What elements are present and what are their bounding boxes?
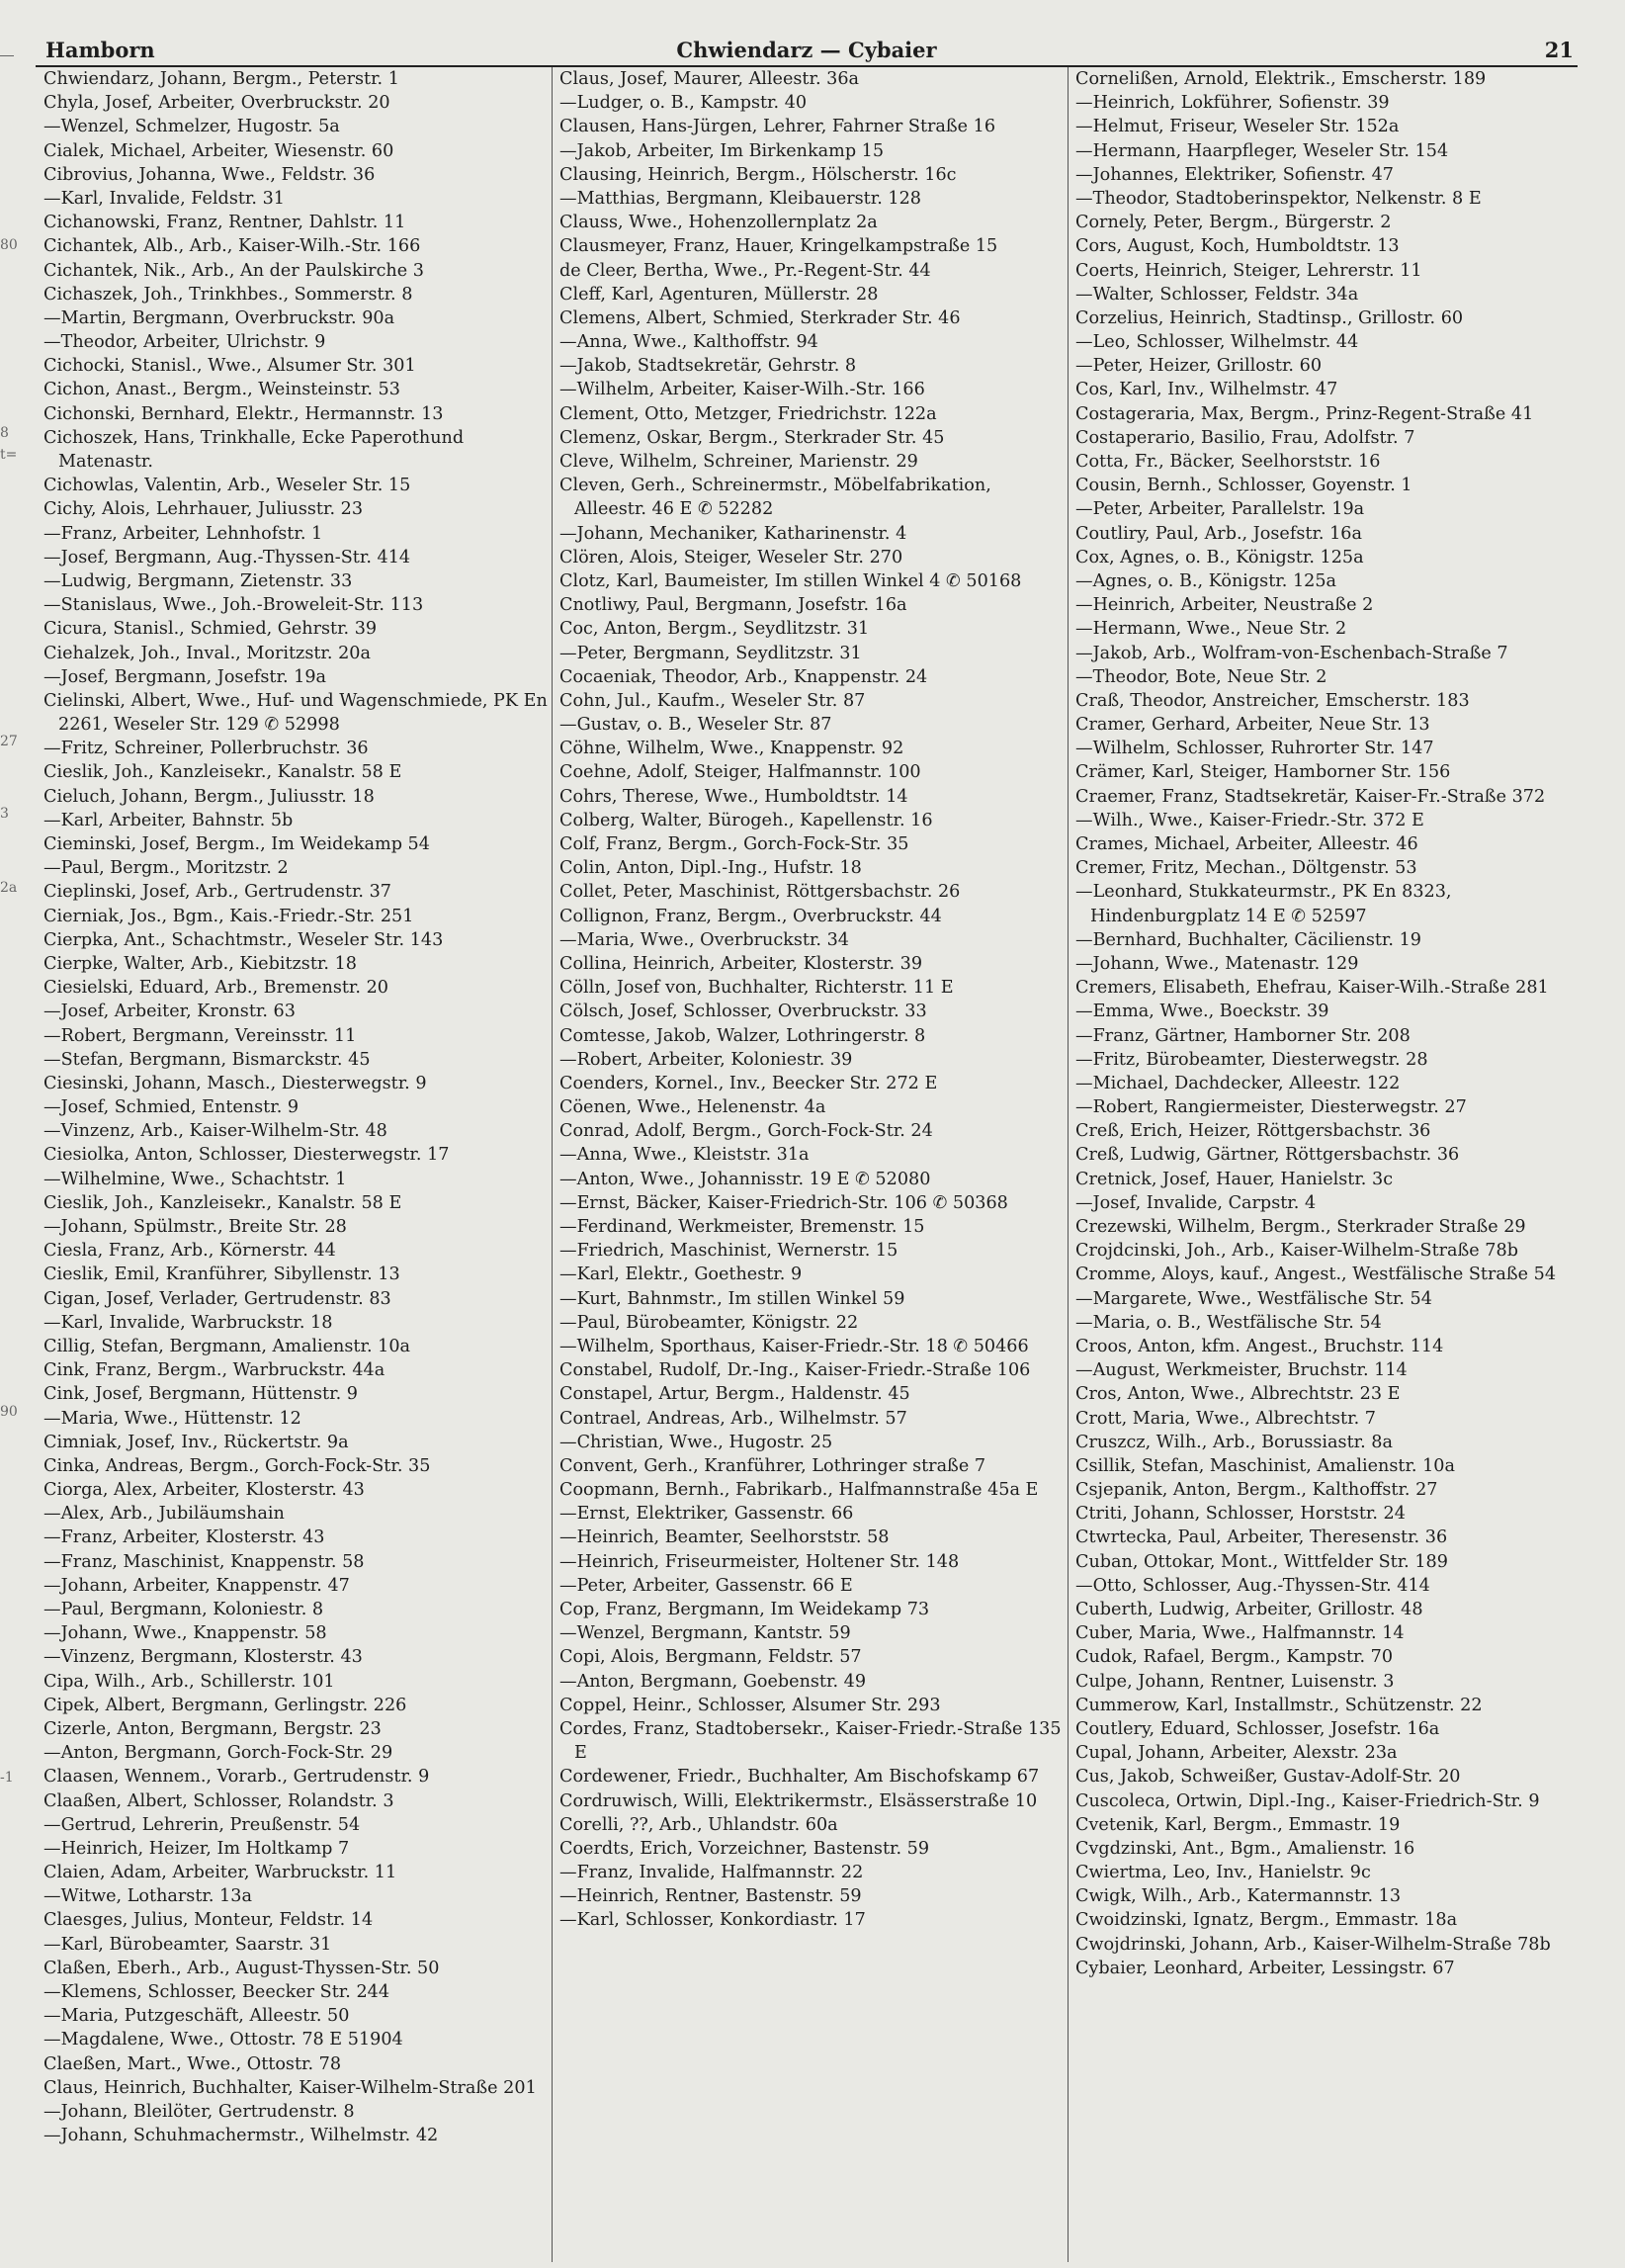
directory-entry: Collet, Peter, Maschinist, Röttgersbachstr. 26 <box>559 882 961 903</box>
directory-entry: Cremer, Fritz, Mechan., Döltgenstr. 53 <box>1075 858 1417 879</box>
directory-entry: —Robert, Arbeiter, Koloniestr. 39 <box>559 1049 853 1070</box>
directory-entry: Coutliry, Paul, Arb., Josefstr. 16a <box>1075 523 1362 544</box>
column-left <box>43 67 548 2268</box>
directory-entry: Creß, Ludwig, Gärtner, Röttgersbachstr. 36 <box>1075 1145 1460 1166</box>
directory-entry: —Karl, Arbeiter, Bahnstr. 5b <box>43 810 294 830</box>
directory-entry: de Cleer, Bertha, Wwe., Pr.-Regent-Str. 44 <box>559 260 931 281</box>
directory-entry: Claien, Adam, Arbeiter, Warbruckstr. 11 <box>43 1863 397 1883</box>
directory-entry: Cölsch, Josef, Schlosser, Overbruckstr. 33 <box>559 1002 927 1022</box>
directory-entry: Cotta, Fr., Bäcker, Seelhorststr. 16 <box>1075 452 1381 472</box>
directory-entry: Cleff, Karl, Agenturen, Müllerstr. 28 <box>559 284 879 305</box>
directory-entry: Cordruwisch, Willi, Elektrikermstr., Elsässerstraße 10 <box>559 1790 1038 1811</box>
directory-entry: —Paul, Bergmann, Koloniestr. 8 <box>43 1600 324 1619</box>
directory-entry: —Maria, Wwe., Hüttenstr. 12 <box>43 1408 301 1429</box>
directory-entry: Cichaszek, Joh., Trinkhbes., Sommerstr. 8 <box>43 284 413 305</box>
directory-entry: —Paul, Bergm., Moritzstr. 2 <box>43 858 289 879</box>
directory-entry: —Helmut, Friseur, Weseler Str. 152a <box>1075 117 1400 137</box>
directory-entry: —Paul, Bürobeamter, Königstr. 22 <box>559 1312 859 1333</box>
directory-entry: —Johann, Wwe., Matenastr. 129 <box>1075 953 1359 974</box>
directory-entry: Cvetenik, Karl, Bergm., Emmastr. 19 <box>1075 1814 1401 1835</box>
directory-entry: Cichocki, Stanisl., Wwe., Alsumer Str. 301 <box>43 356 416 377</box>
directory-entry: Cleven, Gerh., Schreinermstr., Möbelfabrikation, Alleestr. 46 E ✆ 52282 <box>559 476 991 520</box>
directory-entry: Ciesla, Franz, Arb., Körnerstr. 44 <box>43 1241 336 1262</box>
directory-entry: Coc, Anton, Bergm., Seydlitzstr. 31 <box>559 619 870 640</box>
directory-entry: Clement, Otto, Metzger, Friedrichstr. 122a <box>559 403 937 424</box>
directory-entry: Ciesielski, Eduard, Arb., Bremenstr. 20 <box>43 978 388 999</box>
directory-entry: Cierpka, Ant., Schachtmstr., Weseler Str. 143 <box>43 929 444 950</box>
page-header <box>36 34 1578 67</box>
directory-entry: Crott, Maria, Wwe., Albrechtstr. 7 <box>1075 1408 1376 1429</box>
directory-entry: Contrael, Andreas, Arb., Wilhelmstr. 57 <box>559 1408 907 1429</box>
directory-entry: —Anton, Bergmann, Goebenstr. 49 <box>559 1671 867 1692</box>
directory-entry: Cieslik, Emil, Kranführer, Sibyllenstr. 13 <box>43 1265 400 1285</box>
directory-entry: Cybaier, Leonhard, Arbeiter, Lessingstr. 67 <box>1075 1958 1455 1978</box>
directory-entry: —Franz, Gärtner, Hamborner Str. 208 <box>1075 1025 1411 1046</box>
directory-entry: Cinka, Andreas, Bergm., Gorch-Fock-Str. 35 <box>43 1455 431 1476</box>
directory-entry: Costageraria, Max, Bergm., Prinz-Regent-Straße 41 <box>1075 403 1534 424</box>
directory-entry: Crezewski, Wilhelm, Bergm., Sterkrader Straße 29 <box>1075 1217 1526 1237</box>
directory-entry: —Franz, Invalide, Halfmannstr. 22 <box>559 1863 864 1883</box>
margin-mark: 80 <box>0 237 18 253</box>
directory-entry: —Karl, Bürobeamter, Saarstr. 31 <box>43 1934 332 1955</box>
directory-entry: Corzelius, Heinrich, Stadtinsp., Grillostr. 60 <box>1075 307 1464 328</box>
directory-entry: Colin, Anton, Dipl.-Ing., Hufstr. 18 <box>559 858 862 879</box>
directory-entry: —Wilh., Wwe., Kaiser-Friedr.-Str. 372 E <box>1075 810 1424 830</box>
directory-entry: —Jakob, Arb., Wolfram-von-Eschenbach-Straße 7 <box>1075 643 1508 663</box>
directory-entry: —Karl, Schlosser, Konkordiastr. 17 <box>559 1910 866 1931</box>
directory-entry: —Franz, Maschinist, Knappenstr. 58 <box>43 1551 365 1572</box>
margin-mark: -1 <box>0 1770 14 1786</box>
directory-entry: Cuberth, Ludwig, Arbeiter, Grillostr. 48 <box>1075 1600 1423 1619</box>
margin-tick <box>0 55 14 56</box>
directory-entry: —Anton, Bergmann, Gorch-Fock-Str. 29 <box>43 1743 393 1764</box>
directory-entry: —Leo, Schlosser, Wilhelmstr. 44 <box>1075 332 1359 353</box>
directory-entry: Cremers, Elisabeth, Ehefrau, Kaiser-Wilh.-Straße 281 <box>1075 978 1549 999</box>
directory-entry: —Stefan, Bergmann, Bismarckstr. 45 <box>43 1049 371 1070</box>
directory-entry: Cierpke, Walter, Arb., Kiebitzstr. 18 <box>43 953 357 974</box>
directory-entry: —Walter, Schlosser, Feldstr. 34a <box>1075 284 1359 305</box>
directory-entry: Cwojdrinski, Johann, Arb., Kaiser-Wilhelm-Straße 78b <box>1075 1934 1551 1955</box>
directory-entry: —Hermann, Wwe., Neue Str. 2 <box>1075 619 1347 640</box>
directory-entry: Ciehalzek, Joh., Inval., Moritzstr. 20a <box>43 643 371 663</box>
directory-entry: —Josef, Invalide, Carpstr. 4 <box>1075 1192 1317 1213</box>
directory-entry: —Johann, Spülmstr., Breite Str. 28 <box>43 1217 347 1237</box>
directory-entry: Craemer, Franz, Stadtsekretär, Kaiser-Fr.-Straße 372 <box>1075 786 1546 807</box>
directory-entry: —Peter, Arbeiter, Gassenstr. 66 E <box>559 1575 853 1596</box>
margin-mark: 27 <box>0 734 18 749</box>
directory-entry: Cichowlas, Valentin, Arb., Weseler Str. 15 <box>43 476 411 496</box>
directory-entry: —Wenzel, Bergmann, Kantstr. 59 <box>559 1623 851 1644</box>
directory-entry: —Margarete, Wwe., Westfälische Str. 54 <box>1075 1288 1432 1309</box>
directory-entry: Claus, Josef, Maurer, Alleestr. 36a <box>559 69 860 89</box>
directory-entry: Cichantek, Nik., Arb., An der Paulskirche 3 <box>43 260 424 281</box>
directory-entry: Clausing, Heinrich, Bergm., Hölscherstr. 16c <box>559 164 957 185</box>
directory-entry: Cleve, Wilhelm, Schreiner, Marienstr. 29 <box>559 452 918 472</box>
directory-entry: Cichy, Alois, Lehrhauer, Juliusstr. 23 <box>43 499 364 520</box>
directory-entry: Cillig, Stefan, Bergmann, Amalienstr. 10a <box>43 1336 411 1356</box>
directory-entry: Coerdts, Erich, Vorzeichner, Bastenstr. 59 <box>559 1838 930 1859</box>
directory-entry: —Alex, Arb., Jubiläumshain <box>43 1504 285 1525</box>
directory-entry: Cöenen, Wwe., Helenenstr. 4a <box>559 1097 826 1118</box>
directory-entry: —Maria, o. B., Westfälische Str. 54 <box>1075 1312 1382 1333</box>
directory-entry: —Hermann, Haarpfleger, Weseler Str. 154 <box>1075 140 1449 161</box>
directory-entry: Cizerle, Anton, Bergmann, Bergstr. 23 <box>43 1718 382 1739</box>
directory-entry: Cuber, Maria, Wwe., Halfmannstr. 14 <box>1075 1623 1405 1644</box>
directory-entry: Cierniak, Jos., Bgm., Kais.-Friedr.-Str. 251 <box>43 906 414 926</box>
directory-entry: —Stanislaus, Wwe., Joh.-Broweleit-Str. 113 <box>43 595 424 616</box>
directory-entry: Costaperario, Basilio, Frau, Adolfstr. 7 <box>1075 427 1415 448</box>
directory-entry: Collina, Heinrich, Arbeiter, Klosterstr. 39 <box>559 953 923 974</box>
directory-entry: Cink, Josef, Bergmann, Hüttenstr. 9 <box>43 1384 358 1405</box>
directory-entry: Cornely, Peter, Bergm., Bürgerstr. 2 <box>1075 213 1392 233</box>
directory-entry: —Vinzenz, Arb., Kaiser-Wilhelm-Str. 48 <box>43 1121 387 1142</box>
directory-entry: Clausmeyer, Franz, Hauer, Kringelkampstraße 15 <box>559 236 998 257</box>
directory-page <box>36 34 1578 2146</box>
directory-entry: Cruszcz, Wilh., Arb., Borussiastr. 8a <box>1075 1432 1393 1452</box>
directory-entry: —Gertrud, Lehrerin, Preußenstr. 54 <box>43 1814 361 1835</box>
directory-entry: Cors, August, Koch, Humboldtstr. 13 <box>1075 236 1400 257</box>
directory-entry: —Franz, Arbeiter, Klosterstr. 43 <box>43 1527 325 1548</box>
directory-entry: Crämer, Karl, Steiger, Hamborner Str. 156 <box>1075 762 1451 783</box>
directory-entry: Cieslik, Joh., Kanzleisekr., Kanalstr. 58 E <box>43 1192 402 1213</box>
directory-entry: —Peter, Bergmann, Seydlitzstr. 31 <box>559 643 862 663</box>
directory-entry: —Jakob, Arbeiter, Im Birkenkamp 15 <box>559 140 885 161</box>
directory-entry: —Heinrich, Heizer, Im Holtkamp 7 <box>43 1838 350 1859</box>
directory-entry: Collignon, Franz, Bergm., Overbruckstr. 44 <box>559 906 942 926</box>
directory-entry: Cieluch, Johann, Bergm., Juliusstr. 18 <box>43 786 375 807</box>
directory-entry: Cousin, Bernh., Schlosser, Goyenstr. 1 <box>1075 476 1412 496</box>
directory-columns <box>36 67 1578 2268</box>
directory-entry: Ciorga, Alex, Arbeiter, Klosterstr. 43 <box>43 1480 365 1501</box>
column-right <box>1075 67 1578 2268</box>
directory-entry: Convent, Gerh., Kranführer, Lothringer straße 7 <box>559 1455 986 1476</box>
directory-entry: Cichantek, Alb., Arb., Kaiser-Wilh.-Str. 166 <box>43 236 421 257</box>
directory-entry: —Ludger, o. B., Kampstr. 40 <box>559 93 808 114</box>
directory-entry: —Heinrich, Lokführer, Sofienstr. 39 <box>1075 93 1390 114</box>
directory-entry: Corelli, ??, Arb., Uhlandstr. 60a <box>559 1814 838 1835</box>
directory-entry: —Anna, Wwe., Kleiststr. 31a <box>559 1145 810 1166</box>
directory-entry: —Theodor, Stadtoberinspektor, Nelkenstr. 8 E <box>1075 188 1482 209</box>
directory-entry: Claaßen, Albert, Schlosser, Rolandstr. 3 <box>43 1790 394 1811</box>
directory-entry: —Karl, Invalide, Warbruckstr. 18 <box>43 1312 333 1333</box>
page-number: 21 <box>1544 38 1574 62</box>
directory-entry: —Heinrich, Beamter, Seelhorststr. 58 <box>559 1527 890 1548</box>
directory-entry: Coerts, Heinrich, Steiger, Lehrerstr. 11 <box>1075 260 1422 281</box>
directory-entry: —Johann, Wwe., Knappenstr. 58 <box>43 1623 327 1644</box>
margin-mark: 2a <box>0 880 18 896</box>
directory-entry: —Ludwig, Bergmann, Zietenstr. 33 <box>43 570 353 591</box>
directory-entry: Clausen, Hans-Jürgen, Lehrer, Fahrner Straße 16 <box>559 117 996 137</box>
directory-entry: Cramer, Gerhard, Arbeiter, Neue Str. 13 <box>1075 715 1430 736</box>
directory-entry: —Kurt, Bahnmstr., Im stillen Winkel 59 <box>559 1288 905 1309</box>
directory-entry: Cialek, Michael, Arbeiter, Wiesenstr. 60 <box>43 140 394 161</box>
directory-entry: —Anton, Wwe., Johannisstr. 19 E ✆ 52080 <box>559 1169 931 1189</box>
directory-entry: —Johannes, Elektriker, Sofienstr. 47 <box>1075 164 1395 185</box>
margin-mark: 3 <box>0 806 9 822</box>
margin-mark: 90 <box>0 1404 18 1420</box>
directory-entry: —Michael, Dachdecker, Alleestr. 122 <box>1075 1073 1401 1093</box>
directory-entry: Csillik, Stefan, Maschinist, Amalienstr. 10a <box>1075 1455 1455 1476</box>
directory-entry: —Christian, Wwe., Hugostr. 25 <box>559 1432 833 1452</box>
directory-entry: —August, Werkmeister, Bruchstr. 114 <box>1075 1360 1408 1381</box>
directory-entry: Cupal, Johann, Arbeiter, Alexstr. 23a <box>1075 1743 1398 1764</box>
directory-entry: Cichanowski, Franz, Rentner, Dahlstr. 11 <box>43 213 406 233</box>
directory-entry: Clemens, Albert, Schmied, Sterkrader Str. 46 <box>559 307 961 328</box>
directory-entry: Crojdcinski, Joh., Arb., Kaiser-Wilhelm-Straße 78b <box>1075 1241 1518 1262</box>
directory-entry: Cohrs, Therese, Wwe., Humboldtstr. 14 <box>559 786 908 807</box>
directory-entry: Cölln, Josef von, Buchhalter, Richterstr. 11 E <box>559 978 954 999</box>
directory-entry: —Matthias, Bergmann, Kleibauerstr. 128 <box>559 188 921 209</box>
directory-entry: Cornelißen, Arnold, Elektrik., Emscherstr. 189 <box>1075 69 1487 89</box>
directory-entry: —Fritz, Schreiner, Pollerbruchstr. 36 <box>43 739 369 759</box>
directory-entry: —Josef, Arbeiter, Kronstr. 63 <box>43 1002 296 1022</box>
directory-entry: —Wenzel, Schmelzer, Hugostr. 5a <box>43 117 340 137</box>
directory-entry: Claus, Heinrich, Buchhalter, Kaiser-Wilhelm-Straße 201 <box>43 2077 537 2098</box>
directory-entry: Cohn, Jul., Kaufm., Weseler Str. 87 <box>559 690 866 711</box>
directory-entry: —Anna, Wwe., Kalthoffstr. 94 <box>559 332 818 353</box>
directory-entry: Cwoidzinski, Ignatz, Bergm., Emmastr. 18a <box>1075 1910 1458 1931</box>
header-city: Hamborn <box>45 38 155 62</box>
directory-entry: —Emma, Wwe., Boeckstr. 39 <box>1075 1002 1329 1022</box>
directory-entry: —Wilhelm, Arbeiter, Kaiser-Wilh.-Str. 166 <box>559 380 925 400</box>
directory-entry: —Maria, Wwe., Overbruckstr. 34 <box>559 929 849 950</box>
directory-entry: Cipa, Wilh., Arb., Schillerstr. 101 <box>43 1671 335 1692</box>
directory-entry: Claasen, Wennem., Vorarb., Gertrudenstr. 9 <box>43 1767 430 1788</box>
directory-entry: —Wilhelm, Schlosser, Ruhrorter Str. 147 <box>1075 739 1434 759</box>
directory-entry: Cöhne, Wilhelm, Wwe., Knappenstr. 92 <box>559 739 904 759</box>
directory-entry: Ctriti, Johann, Schlosser, Horststr. 24 <box>1075 1504 1406 1525</box>
directory-entry: —Maria, Putzgeschäft, Alleestr. 50 <box>43 2006 350 2027</box>
directory-entry: Cicura, Stanisl., Schmied, Gehrstr. 39 <box>43 619 378 640</box>
directory-entry: Cieminski, Josef, Bergm., Im Weidekamp 54 <box>43 834 430 854</box>
directory-entry: Cichonski, Bernhard, Elektr., Hermannstr. 13 <box>43 403 444 424</box>
directory-entry: Cipek, Albert, Bergmann, Gerlingstr. 226 <box>43 1695 407 1715</box>
directory-entry: Culpe, Johann, Rentner, Luisenstr. 3 <box>1075 1671 1395 1692</box>
directory-entry: Cocaeniak, Theodor, Arb., Knappenstr. 24 <box>559 666 928 687</box>
directory-entry: —Theodor, Bote, Neue Str. 2 <box>1075 666 1327 687</box>
directory-entry: Coehne, Adolf, Steiger, Halfmannstr. 100 <box>559 762 921 783</box>
directory-entry: Comtesse, Jakob, Walzer, Lothringerstr. 8 <box>559 1025 926 1046</box>
directory-entry: —Franz, Arbeiter, Lehnhofstr. 1 <box>43 523 323 544</box>
directory-entry: —Josef, Bergmann, Aug.-Thyssen-Str. 414 <box>43 547 411 567</box>
directory-entry: Claeßen, Mart., Wwe., Ottostr. 78 <box>43 2053 342 2074</box>
directory-entry: Cordewener, Friedr., Buchhalter, Am Bischofskamp 67 <box>559 1767 1040 1788</box>
directory-entry: Cigan, Josef, Verlader, Gertrudenstr. 83 <box>43 1288 391 1309</box>
directory-entry: Clemenz, Oskar, Bergm., Sterkrader Str. 45 <box>559 427 945 448</box>
column-middle <box>559 67 1064 2268</box>
header-range: Chwiendarz — Cybaier <box>676 38 937 62</box>
directory-entry: —Peter, Arbeiter, Parallelstr. 19a <box>1075 499 1365 520</box>
directory-entry: Cummerow, Karl, Installmstr., Schützenstr. 22 <box>1075 1695 1483 1715</box>
directory-entry: —Heinrich, Friseurmeister, Holtener Str. 148 <box>559 1551 960 1572</box>
directory-entry: Copi, Alois, Bergmann, Feldstr. 57 <box>559 1647 862 1668</box>
directory-entry: —Ernst, Bäcker, Kaiser-Friedrich-Str. 106 ✆ 50368 <box>559 1192 1008 1213</box>
directory-entry: —Johann, Mechaniker, Katharinenstr. 4 <box>559 523 907 544</box>
directory-entry: Cwiertma, Leo, Inv., Hanielstr. 9c <box>1075 1863 1371 1883</box>
directory-entry: Cop, Franz, Bergmann, Im Weidekamp 73 <box>559 1600 930 1619</box>
directory-entry: —Otto, Schlosser, Aug.-Thyssen-Str. 414 <box>1075 1575 1430 1596</box>
directory-entry: —Martin, Bergmann, Overbruckstr. 90a <box>43 307 395 328</box>
directory-entry: Cwigk, Wilh., Arb., Katermannstr. 13 <box>1075 1886 1402 1907</box>
directory-entry: Coenders, Kornel., Inv., Beecker Str. 272 E <box>559 1073 938 1093</box>
directory-entry: Cvgdzinski, Ant., Bgm., Amalienstr. 16 <box>1075 1838 1415 1859</box>
directory-entry: Claesges, Julius, Monteur, Feldstr. 14 <box>43 1910 374 1931</box>
directory-entry: Cichoszek, Hans, Trinkhalle, Ecke Paperothund Matenastr. <box>43 427 465 472</box>
directory-entry: Creß, Erich, Heizer, Röttgersbachstr. 36 <box>1075 1121 1431 1142</box>
directory-entry: Cox, Agnes, o. B., Königstr. 125a <box>1075 547 1364 567</box>
margin-mark: t= <box>0 447 18 463</box>
directory-entry: —Josef, Schmied, Entenstr. 9 <box>43 1097 299 1118</box>
directory-entry: —Wilhelmine, Wwe., Schachtstr. 1 <box>43 1169 347 1189</box>
directory-entry: Crames, Michael, Arbeiter, Alleestr. 46 <box>1075 834 1418 854</box>
directory-entry: Chyla, Josef, Arbeiter, Overbruckstr. 20 <box>43 93 390 114</box>
directory-entry: Ctwrtecka, Paul, Arbeiter, Theresenstr. 36 <box>1075 1527 1448 1548</box>
directory-entry: Clauss, Wwe., Hohenzollernplatz 2a <box>559 213 878 233</box>
directory-entry: Cretnick, Josef, Hauer, Hanielstr. 3c <box>1075 1169 1394 1189</box>
directory-entry: —Fritz, Bürobeamter, Diesterwegstr. 28 <box>1075 1049 1428 1070</box>
directory-entry: —Jakob, Stadtsekretär, Gehrstr. 8 <box>559 356 857 377</box>
directory-entry: Coopmann, Bernh., Fabrikarb., Halfmannstraße 45a E <box>559 1480 1039 1501</box>
directory-entry: —Robert, Rangiermeister, Diesterwegstr. 27 <box>1075 1097 1467 1118</box>
directory-entry: Cichon, Anast., Bergm., Weinsteinstr. 53 <box>43 380 400 400</box>
directory-entry: Cos, Karl, Inv., Wilhelmstr. 47 <box>1075 380 1338 400</box>
directory-entry: Clören, Alois, Steiger, Weseler Str. 270 <box>559 547 903 567</box>
directory-entry: —Peter, Heizer, Grillostr. 60 <box>1075 356 1323 377</box>
directory-entry: —Friedrich, Maschinist, Wernerstr. 15 <box>559 1241 898 1262</box>
directory-entry: Colberg, Walter, Bürogeh., Kapellenstr. 16 <box>559 810 933 830</box>
directory-entry: Cudok, Rafael, Bergm., Kampstr. 70 <box>1075 1647 1394 1668</box>
directory-entry: Croos, Anton, kfm. Angest., Bruchstr. 114 <box>1075 1336 1444 1356</box>
margin-mark: 8 <box>0 425 9 441</box>
directory-entry: Cordes, Franz, Stadtobersekr., Kaiser-Friedr.-Straße 135 E <box>559 1718 1062 1764</box>
directory-entry: Chwiendarz, Johann, Bergm., Peterstr. 1 <box>43 69 399 89</box>
directory-entry: Cieplinski, Josef, Arb., Gertrudenstr. 37 <box>43 882 392 903</box>
directory-entry: Cromme, Aloys, kauf., Angest., Westfälische Straße 54 <box>1075 1265 1557 1285</box>
directory-entry: Cink, Franz, Bergm., Warbruckstr. 44a <box>43 1360 385 1381</box>
directory-entry: —Johann, Bleilöter, Gertrudenstr. 8 <box>43 2101 355 2122</box>
directory-entry: —Johann, Schuhmachermstr., Wilhelmstr. 42 <box>43 2126 439 2146</box>
directory-entry: —Witwe, Lotharstr. 13a <box>43 1886 252 1907</box>
directory-entry: —Magdalene, Wwe., Ottostr. 78 E 51904 <box>43 2030 403 2050</box>
directory-entry: Cuban, Ottokar, Mont., Wittfelder Str. 189 <box>1075 1551 1448 1572</box>
directory-entry: —Karl, Invalide, Feldstr. 31 <box>43 188 285 209</box>
directory-entry: —Agnes, o. B., Königstr. 125a <box>1075 570 1337 591</box>
directory-entry: Conrad, Adolf, Bergm., Gorch-Fock-Str. 24 <box>559 1121 933 1142</box>
directory-entry: Cros, Anton, Wwe., Albrechtstr. 23 E <box>1075 1384 1401 1405</box>
directory-entry: —Vinzenz, Bergmann, Klosterstr. 43 <box>43 1647 363 1668</box>
directory-entry: —Gustav, o. B., Weseler Str. 87 <box>559 715 832 736</box>
directory-entry: —Bernhard, Buchhalter, Cäcilienstr. 19 <box>1075 929 1421 950</box>
directory-entry: Colf, Franz, Bergm., Gorch-Fock-Str. 35 <box>559 834 909 854</box>
directory-entry: —Klemens, Schlosser, Beecker Str. 244 <box>43 1982 390 2002</box>
directory-entry: Claßen, Eberh., Arb., August-Thyssen-Str. 50 <box>43 1958 440 1978</box>
directory-entry: Craß, Theodor, Anstreicher, Emscherstr. 183 <box>1075 690 1470 711</box>
directory-entry: —Ferdinand, Werkmeister, Bremenstr. 15 <box>559 1217 925 1237</box>
directory-entry: —Theodor, Arbeiter, Ulrichstr. 9 <box>43 332 326 353</box>
directory-entry: —Wilhelm, Sporthaus, Kaiser-Friedr.-Str. 18 ✆ 50466 <box>559 1336 1029 1356</box>
directory-entry: Cuscoleca, Ortwin, Dipl.-Ing., Kaiser-Friedrich-Str. 9 <box>1075 1790 1540 1811</box>
directory-entry: —Josef, Bergmann, Josefstr. 19a <box>43 666 327 687</box>
directory-entry: Coutlery, Eduard, Schlosser, Josefstr. 16a <box>1075 1718 1440 1739</box>
directory-entry: Csjepanik, Anton, Bergm., Kalthoffstr. 27 <box>1075 1480 1438 1501</box>
directory-entry: Cieslik, Joh., Kanzleisekr., Kanalstr. 58 E <box>43 762 402 783</box>
directory-entry: Cimniak, Josef, Inv., Rückertstr. 9a <box>43 1432 349 1452</box>
directory-entry: Cus, Jakob, Schweißer, Gustav-Adolf-Str. 20 <box>1075 1767 1461 1788</box>
directory-entry: —Leonhard, Stukkateurmstr., PK En 8323, Hindenburgplatz 14 E ✆ 52597 <box>1075 882 1452 926</box>
directory-entry: —Heinrich, Arbeiter, Neustraße 2 <box>1075 595 1374 616</box>
directory-entry: Ciesiolka, Anton, Schlosser, Diesterwegstr. 17 <box>43 1145 450 1166</box>
directory-entry: Constabel, Rudolf, Dr.-Ing., Kaiser-Friedr.-Straße 106 <box>559 1360 1031 1381</box>
directory-entry: Clotz, Karl, Baumeister, Im stillen Winkel 4 ✆ 50168 <box>559 570 1022 591</box>
directory-entry: —Heinrich, Rentner, Bastenstr. 59 <box>559 1886 862 1907</box>
directory-entry: Ciesinski, Johann, Masch., Diesterwegstr. 9 <box>43 1073 427 1093</box>
directory-entry: Cielinski, Albert, Wwe., Huf- und Wagenschmiede, PK En 2261, Weseler Str. 129 ✆ 52998 <box>43 690 548 736</box>
directory-entry: —Robert, Bergmann, Vereinsstr. 11 <box>43 1025 357 1046</box>
directory-entry: Cibrovius, Johanna, Wwe., Feldstr. 36 <box>43 164 376 185</box>
directory-entry: Cnotliwy, Paul, Bergmann, Josefstr. 16a <box>559 595 907 616</box>
directory-entry: —Karl, Elektr., Goethestr. 9 <box>559 1265 803 1285</box>
directory-entry: —Johann, Arbeiter, Knappenstr. 47 <box>43 1575 350 1596</box>
directory-entry: —Ernst, Elektriker, Gassenstr. 66 <box>559 1504 854 1525</box>
directory-entry: Coppel, Heinr., Schlosser, Alsumer Str. 293 <box>559 1695 941 1715</box>
directory-entry: Constapel, Artur, Bergm., Haldenstr. 45 <box>559 1384 910 1405</box>
